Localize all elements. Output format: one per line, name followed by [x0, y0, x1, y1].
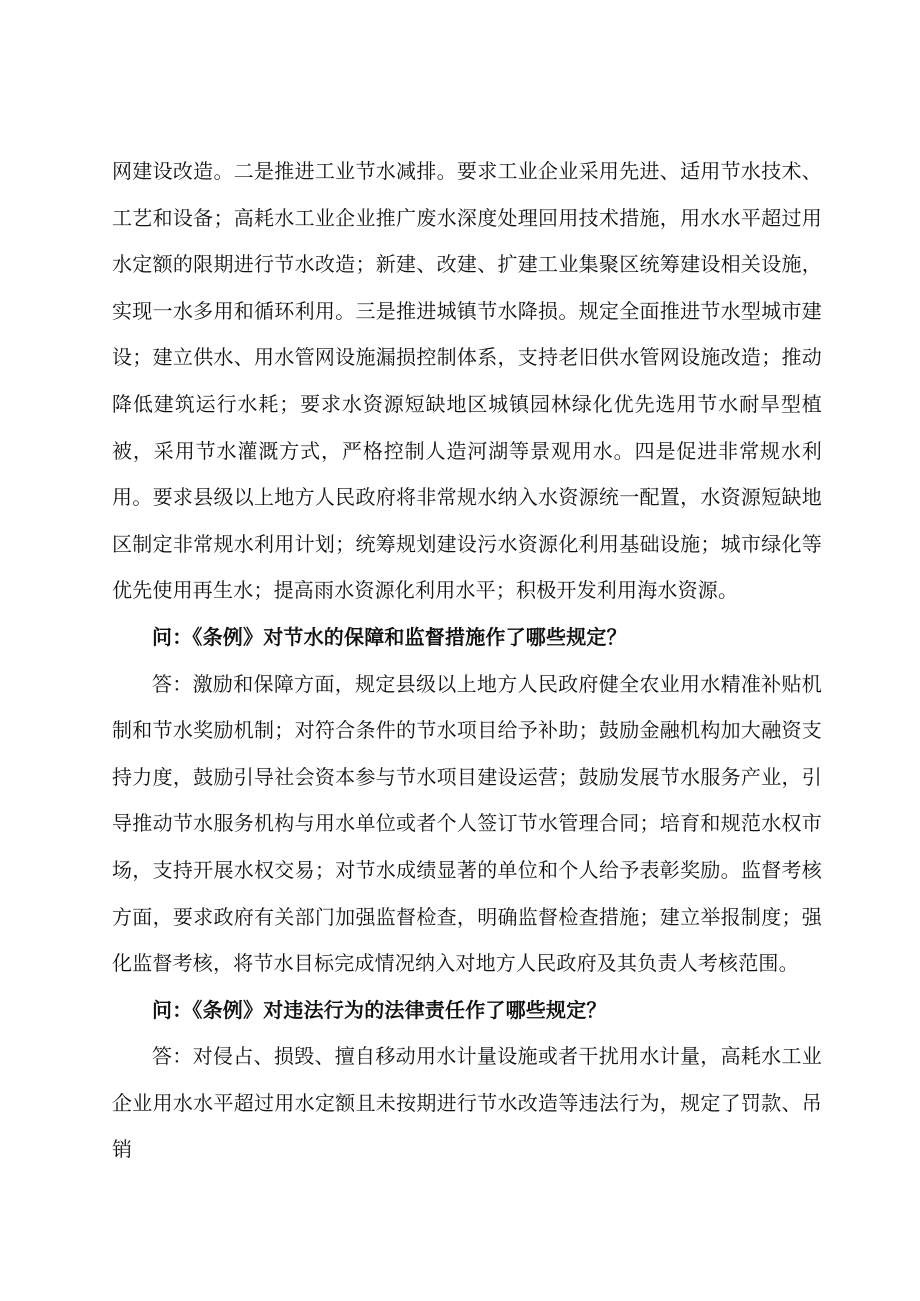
question-heading-legal-liability: 问：《条例》对违法行为的法律责任作了哪些规定？	[152, 997, 607, 1022]
question-heading-support-supervision: 问：《条例》对节水的保障和监督措施作了哪些规定？	[152, 624, 627, 649]
answer-paragraph-support-supervision: 答：激励和保障方面，规定县级以上地方人民政府健全农业用水精准补贴机制和节水奖励机制；对符合条件的节水项目给予补助；鼓励金融机构加大融资支持力度，鼓励引导社会资本参与节水项目建设运营；鼓励发展节水服务产业，引导推动节水服务机构与用水单位或者个人签订节水管理合同；培育和规范水权市场，支持开展水权交易；对节水成绩显著的单位和个人给予表彰奖励。监督考核方面，要求政府有关部门加强监督检查，明确监督检查措施；建立举报制度；强化监督考核，将节水目标完成情况纳入对地方人民政府及其负责人考核范围。	[112, 671, 822, 976]
body-paragraph-continuation: 网建设改造。二是推进工业节水减排。要求工业企业采用先进、适用节水技术、工艺和设备；高耗水工业企业推广废水深度处理回用技术措施，用水水平超过用水定额的限期进行节水改造；新建、改建、扩建工业集聚区统筹建设相关设施，实现一水多用和循环利用。三是推进城镇节水降损。规定全面推进节水型城市建设；建立供水、用水管网设施漏损控制体系，支持老旧供水管网设施改造；推动降低建筑运行水耗；要求水资源短缺地区城镇园林绿化优先选用节水耐旱型植被，采用节水灌溉方式，严格控制人造河湖等景观用水。四是促进非常规水利用。要求县级以上地方人民政府将非常规水纳入水资源统一配置，水资源短缺地区制定非常规水利用计划；统筹规划建设污水资源化利用基础设施；城市绿化等优先使用再生水；提高雨水资源化利用水平；积极开发利用海水资源。	[112, 159, 822, 603]
answer-paragraph-legal-liability: 答：对侵占、损毁、擅自移动用水计量设施或者干扰用水计量，高耗水工业企业用水水平超过用水定额且未按期进行节水改造等违法行为，规定了罚款、吊销	[112, 1044, 822, 1162]
document-page	[112, 148, 822, 1173]
